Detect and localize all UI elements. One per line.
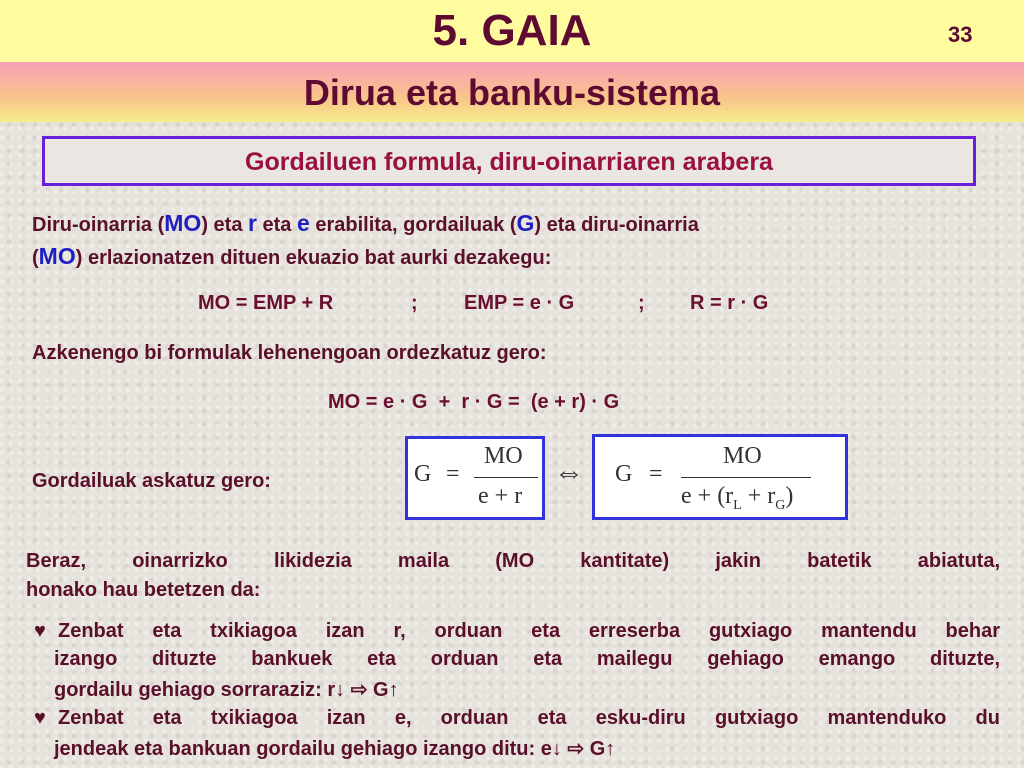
r-term: r [248, 210, 257, 236]
formula-numerator: MO [484, 443, 523, 469]
formula-box-expanded [592, 434, 848, 520]
bullet-1-line-3: gordailu gehiago sorraraziz: r↓ ⇨ G↑ [54, 679, 399, 701]
bullet-2-line-1: Zenbat eta txikiagoa izan e, orduan eta esku-diru gutxiago mantenduko du [58, 707, 1000, 729]
substitute-text: Azkenengo bi formulak lehenengoan ordezkatuz gero: [32, 342, 547, 364]
chapter-title: 5. GAIA [432, 6, 592, 55]
heart-icon: ♥ [34, 620, 46, 642]
equation-r: R = r · G [690, 292, 769, 314]
formula-denominator: e + r [478, 483, 523, 509]
intro-line-1: Diru-oinarria (MO) eta r eta e erabilita, gordailuak (G) eta diru-oinarria [32, 210, 699, 236]
conclusion-line-1: Beraz, oinarrizko likidezia maila (MO kantitate) jakin batetik abiatuta, [26, 550, 1000, 572]
conclusion-line-2: honako hau betetzen da: [26, 579, 261, 601]
equivalence-arrow-icon: ⇔ [554, 456, 584, 489]
bullet-1-line-2: izango dituzte bankuek eta orduan eta mailegu gehiago emango dituzte, [54, 648, 1000, 670]
g-term: G [516, 210, 535, 236]
equation-mo: MO = EMP + R [198, 292, 334, 314]
mo-term: MO [164, 210, 202, 236]
formula-label: Gordailuak askatuz gero: [32, 470, 271, 492]
equation-emp: EMP = e · G [464, 292, 575, 314]
formula-g: G [414, 461, 432, 487]
section-title: Gordailuen formula, diru-oinarriaren arabera [245, 148, 773, 176]
heart-icon: ♥ [34, 707, 46, 729]
section-title-box [42, 136, 976, 186]
equation-separator: ; [638, 292, 645, 314]
page-title: Dirua eta banku-sistema [303, 72, 721, 113]
formula-box-simple [405, 436, 545, 520]
fraction-bar [474, 477, 538, 478]
formula-equals: = [649, 461, 663, 487]
mo-term: MO [38, 243, 76, 269]
bullet-2-line-2: jendeak eta bankuan gordailu gehiago izango ditu: e↓ ⇨ G↑ [54, 738, 616, 760]
bullet-1-line-1: Zenbat eta txikiagoa izan r, orduan eta erreserba gutxiago mantendu behar [58, 620, 1000, 642]
formula-denominator-expanded: $e + (r_L + r_G)$ [681, 483, 794, 513]
intro-line-2: (MO) erlazionatzen dituen ekuazio bat aurki dezakegu: [32, 243, 552, 269]
page-number: 33 [948, 22, 973, 47]
e-term: e [296, 210, 310, 236]
formula-g: G [615, 461, 633, 487]
formula-equals: = [446, 461, 460, 487]
combined-equation: MO = e · G + r · G = (e + r) · G [328, 391, 620, 413]
formula-numerator: MO [723, 443, 762, 469]
equation-separator: ; [411, 292, 418, 314]
fraction-bar [681, 477, 811, 478]
